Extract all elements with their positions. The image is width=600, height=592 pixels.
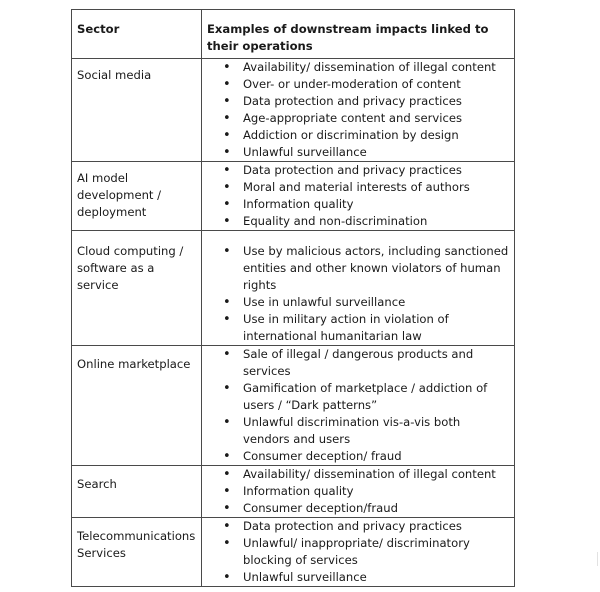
sector-cell: Telecommunications Services <box>72 518 202 587</box>
impacts-cell <box>202 162 515 231</box>
table-row-telecommunications <box>72 518 515 587</box>
list-item: • Unlawful discrimination vis-a-vis both vendors and users <box>243 414 509 448</box>
table-row-social-media <box>72 59 515 162</box>
impacts-list <box>207 518 509 586</box>
header-sector: Sector <box>72 10 202 59</box>
impacts-cell <box>202 231 515 346</box>
list-item: • Data protection and privacy practices <box>243 518 509 535</box>
list-item: • Use by malicious actors, including sanctioned entities and other known violators of human rights <box>243 243 509 294</box>
list-item: • Over- or under-moderation of content <box>243 76 509 93</box>
edge-divider <box>597 552 598 566</box>
impacts-list <box>207 346 509 465</box>
sector-cell: Online marketplace <box>72 346 202 466</box>
list-item: • Availability/ dissemination of illegal content <box>243 466 509 483</box>
impacts-cell <box>202 346 515 466</box>
table-row-cloud-computing <box>72 231 515 346</box>
list-item: • Gamification of marketplace / addiction of users / “Dark patterns” <box>243 380 509 414</box>
list-item: • Consumer deception/fraud <box>243 500 509 517</box>
impacts-list <box>207 59 509 161</box>
header-row <box>72 10 515 59</box>
sector-cell: Search <box>72 466 202 518</box>
table-row-online-marketplace <box>72 346 515 466</box>
list-item: • Use in military action in violation of international humanitarian law <box>243 311 509 345</box>
list-item: • Consumer deception/ fraud <box>243 448 509 465</box>
list-item: • Unlawful/ inappropriate/ discriminatory blocking of services <box>243 535 509 569</box>
list-item: • Moral and material interests of authors <box>243 179 509 196</box>
list-item: • Use in unlawful surveillance <box>243 294 509 311</box>
sector-impacts-table <box>71 9 515 587</box>
list-item: • Addiction or discrimination by design <box>243 127 509 144</box>
list-item: • Information quality <box>243 483 509 500</box>
list-item: • Data protection and privacy practices <box>243 162 509 179</box>
impacts-list <box>207 243 509 345</box>
sector-cell: AI model development / deployment <box>72 162 202 231</box>
impacts-cell <box>202 59 515 162</box>
list-item: • Data protection and privacy practices <box>243 93 509 110</box>
list-item: • Unlawful surveillance <box>243 144 509 161</box>
impacts-cell <box>202 466 515 518</box>
impacts-list <box>207 466 509 517</box>
list-item: • Unlawful surveillance <box>243 569 509 586</box>
impacts-list <box>207 162 509 230</box>
list-item: • Equality and non-discrimination <box>243 213 509 230</box>
table-row-search <box>72 466 515 518</box>
impacts-cell <box>202 518 515 587</box>
table-row-ai-model <box>72 162 515 231</box>
list-item: • Sale of illegal / dangerous products and services <box>243 346 509 380</box>
list-item: • Age-appropriate content and services <box>243 110 509 127</box>
sector-cell: Social media <box>72 59 202 162</box>
list-item: • Information quality <box>243 196 509 213</box>
sector-cell: Cloud computing / software as a service <box>72 231 202 346</box>
list-item: • Availability/ dissemination of illegal content <box>243 59 509 76</box>
header-impacts: Examples of downstream impacts linked to their operations <box>202 10 515 59</box>
